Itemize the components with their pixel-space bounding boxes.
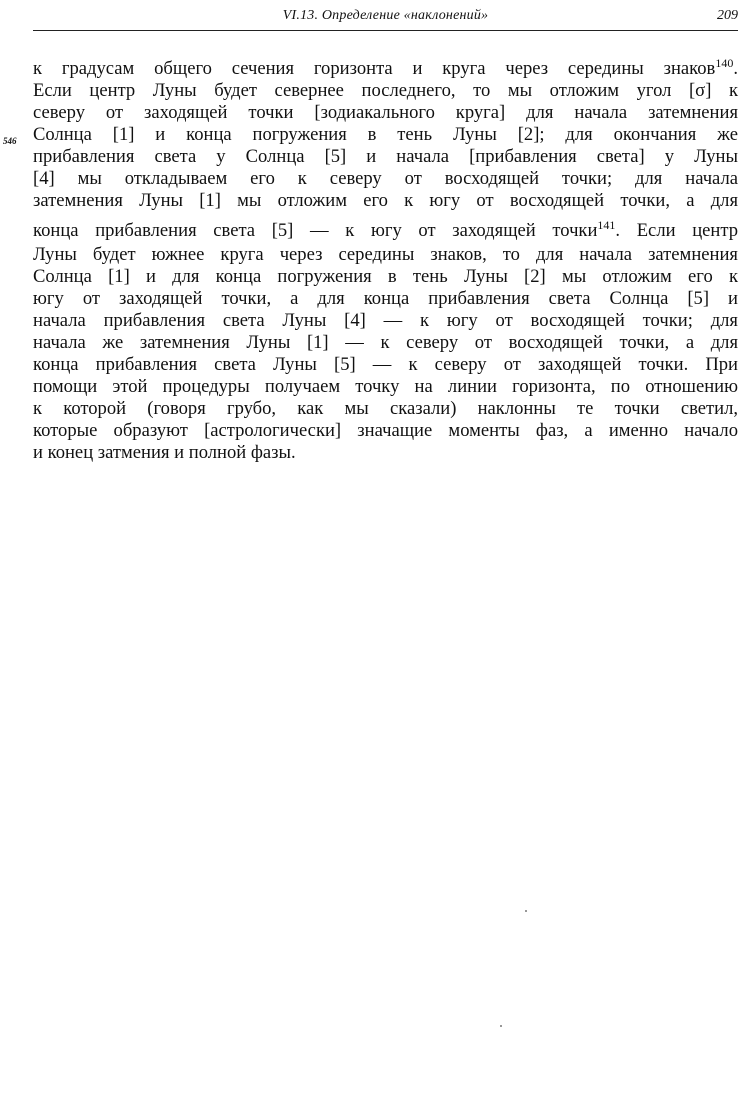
text-line: конца прибавления света Луны [5] — к северу от заходящей точки. При — [33, 354, 738, 375]
text-line: прибавления света у Солнца [5] и начала [прибавления света] у Луны — [33, 146, 738, 167]
body-paragraph — [33, 58, 738, 464]
text-line: начала же затемнения Луны [1] — к северу от восходящей точки, а для — [33, 332, 738, 353]
text-line: затемнения Луны [1] мы отложим его к югу от восходящей точки, а для — [33, 190, 738, 211]
page-number: 209 — [717, 8, 738, 23]
text-line: к которой (говоря грубо, как мы сказали) наклонны те точки светил, — [33, 398, 738, 419]
text-line: Солнца [1] и конца погружения в тень Луны [2]; для окончания же — [33, 124, 738, 145]
text-line: [4] мы откладываем его к северу от восходящей точки; для начала — [33, 168, 738, 189]
text-line: Если центр Луны будет севернее последнего, то мы отложим угол [σ] к — [33, 80, 738, 101]
footnote-ref-141: 141 — [597, 218, 616, 232]
text-line: помощи этой процедуры получаем точку на линии горизонта, по отношению — [33, 376, 738, 397]
text-line: и конец затмения и полной фазы. — [33, 442, 296, 463]
text-line: югу от заходящей точки, а для конца прибавления света Солнца [5] и — [33, 288, 738, 309]
running-title: VI.13. Определение «наклонений» — [282, 8, 489, 23]
footnote-ref-140: 140 — [715, 56, 734, 70]
text-line: северу от заходящей точки [зодиакального круга] для начала затемнения — [33, 102, 738, 123]
scan-speck — [500, 1025, 502, 1027]
text-line: к градусам общего сечения горизонта и круга через середины знаков$^{140}$. — [33, 56, 738, 79]
text-line: Луны будет южнее круга через середины знаков, то для начала затемнения — [33, 244, 738, 265]
text-line: которые образуют [астрологически] значащие моменты фаз, а именно начало — [33, 420, 738, 441]
scan-speck — [525, 910, 527, 912]
running-head — [33, 4, 738, 31]
text-line: конца прибавления света [5] — к югу от заходящей точки$^{141}$. Если центр — [33, 218, 738, 241]
margin-line-number: 546 — [3, 136, 17, 146]
text-line: начала прибавления света Луны [4] — к югу от восходящей точки; для — [33, 310, 738, 331]
text-line: Солнца [1] и для конца погружения в тень Луны [2] мы отложим его к — [33, 266, 738, 287]
